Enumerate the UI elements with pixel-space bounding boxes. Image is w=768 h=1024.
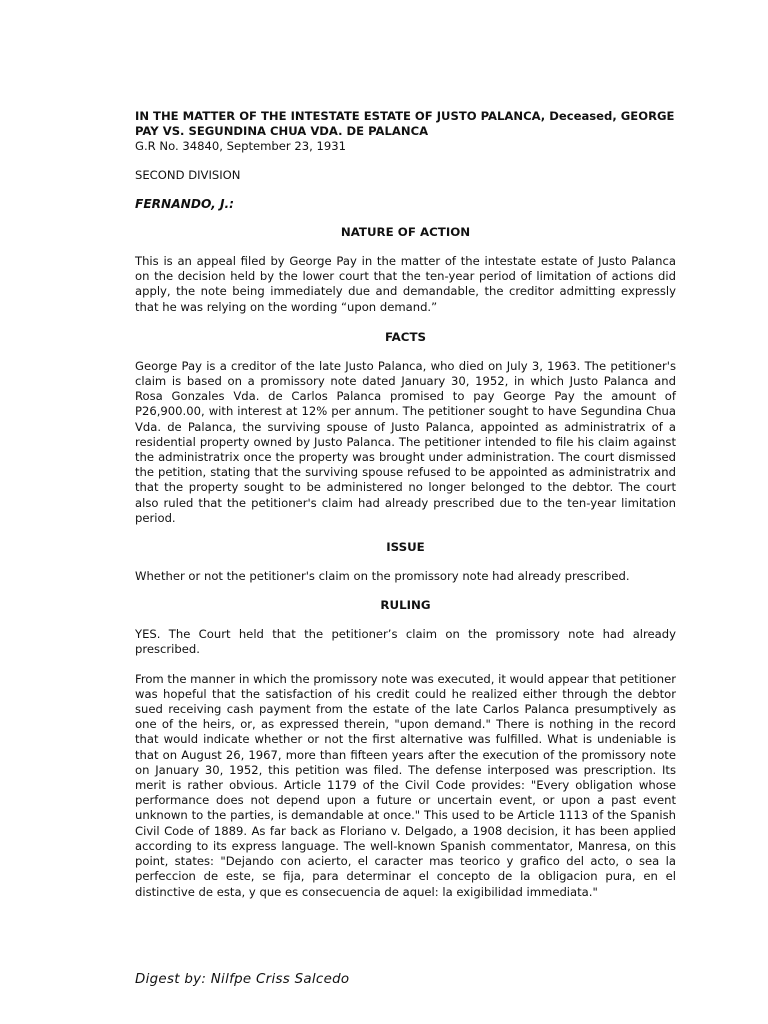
case-citation: G.R No. 34840, September 23, 1931 xyxy=(135,139,346,153)
paragraph-ruling-answer: YES. The Court held that the petitioner’s claim on the promissory note had already prescribed. xyxy=(135,627,676,657)
digest-author: Digest by: Nilfpe Criss Salcedo xyxy=(135,972,350,987)
heading-facts: FACTS xyxy=(384,329,427,344)
document-body xyxy=(135,109,676,900)
paragraph-issue: Whether or not the petitioner's claim on the promissory note had already prescribed. xyxy=(135,569,630,584)
heading-issue: ISSUE xyxy=(386,540,425,555)
paragraph-facts: George Pay is a creditor of the late Justo Palanca, who died on July 3, 1963. The petitioner's claim is based on a promissory note dated January 30, 1952, in which Justo Palanca and Rosa Gonzales Vda. de Carlos Palanca promised to pay George Pay the amount of P26,900.00, with interest at 12% per annum. The petitioner sought to have Segundina Chua Vda. de Palanca, the surviving spouse of Justo Palanca, appointed as administratrix of a residential property owned by Justo Palanca. The petitioner intended to file his claim against the administratrix once the property was brought under administration. The court dismissed the petition, stating that the surviving spouse refused to be appointed as administratrix and that the property sought to be administered no longer belonged to the debtor. The court also ruled that the petitioner's claim had already prescribed due to the ten-year limitation period. xyxy=(135,358,676,525)
paragraph-nature-of-action: This is an appeal filed by George Pay in the matter of the intestate estate of Justo Palanca on the decision held by the lower court that the ten-year period of limitation of actions did apply, the note being immediately due and demandable, the creditor admitting expressly that he was relying on the wording “upon demand.” xyxy=(135,254,676,314)
paragraph-ruling-discussion: From the manner in which the promissory note was executed, it would appear that petitioner was hopeful that the satisfaction of his credit could he realized either through the debtor sued receiving cash payment from the estate of the late Carlos Palanca presumptively as one of the heirs, or, as expressed therein, "upon demand." There is nothing in the record that would indicate whether or not the first alternative was fulfilled. What is undeniable is that on August 26, 1967, more than fifteen years after the execution of the promissory note on January 30, 1952, this petition was filed. The defense interposed was prescription. Its merit is rather obvious. Article 1179 of the Civil Code provides: "Every obligation whose performance does not depend upon a future or uncertain event, or upon a past event unknown to the parties, is demandable at once." This used to be Article 1113 of the Spanish Civil Code of 1889. As far back as Floriano v. Delgado, a 1908 decision, it has been applied according to its express language. The well-known Spanish commentator, Manresa, on this point, states: "Dejando con acierto, el caracter mas teorico y grafico del acto, o sea la perfeccion de este, se fija, para determinar el concepto de la obligacion pura, en el distinctive de esta, y que es consecuencia de aquel: la exigibilidad immediata." xyxy=(135,671,676,899)
heading-nature-of-action: NATURE OF ACTION xyxy=(340,225,471,239)
case-title: IN THE MATTER OF THE INTESTATE ESTATE OF JUSTO PALANCA, Deceased, GEORGE PAY VS. SEGUNDINA CHUA VDA. DE PALANCA xyxy=(135,109,675,138)
heading-ruling: RULING xyxy=(380,598,431,613)
court-division: SECOND DIVISION xyxy=(135,168,241,182)
ponente: FERNANDO, J.: xyxy=(135,197,234,211)
